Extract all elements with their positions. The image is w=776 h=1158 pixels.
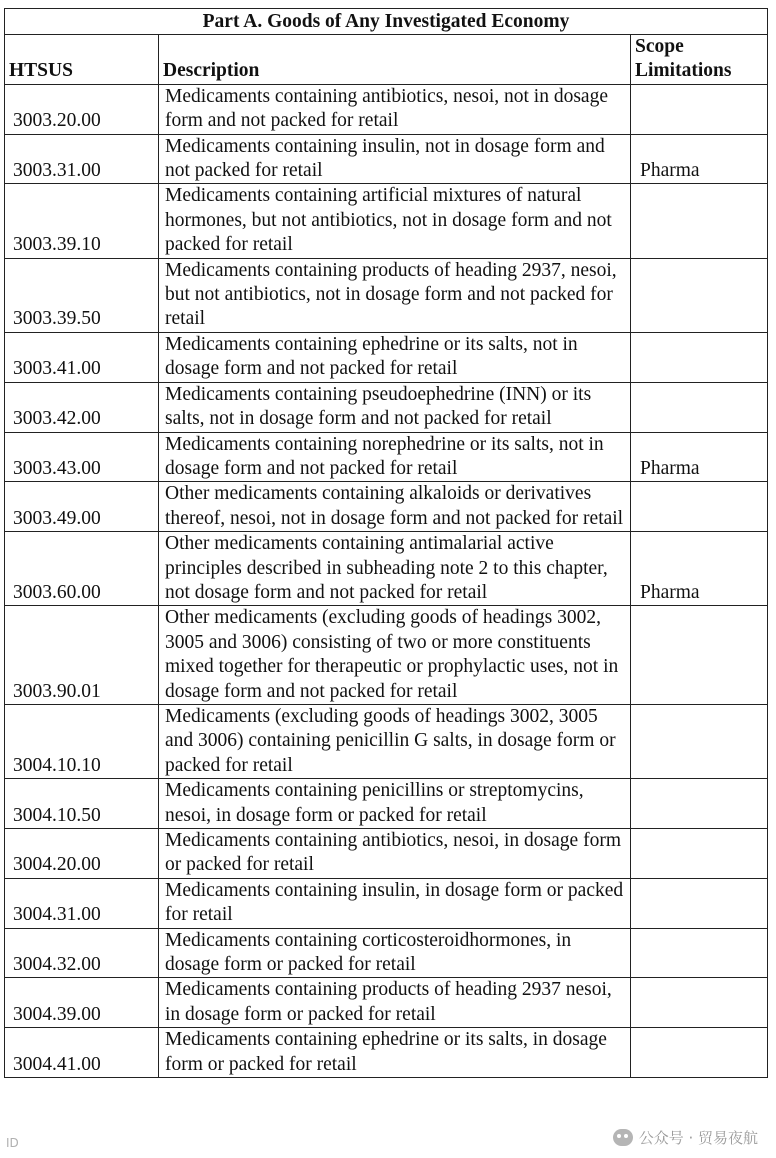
description-cell: Medicaments containing corticosteroidhormones, in dosage form or packed for retail [159,928,631,978]
scope-limitation-cell [631,704,768,778]
scope-limitation-cell [631,258,768,332]
htsus-code-cell: 3004.31.00 [5,878,159,928]
watermark-text: 公众号 · 贸易夜航 [638,1129,758,1147]
scope-limitation-cell: Pharma [631,134,768,184]
table-row [5,779,768,829]
table-row [5,84,768,134]
description-cell: Medicaments containing penicillins or streptomycins, nesoi, in dosage form or packed for retail [159,779,631,829]
scope-limitation-cell [631,978,768,1028]
table-row [5,606,768,705]
scope-limitation-cell [631,779,768,829]
htsus-code-cell: 3004.32.00 [5,928,159,978]
scope-limitation-cell [631,482,768,532]
htsus-code-cell: 3003.39.10 [5,184,159,258]
scope-limitation-cell: Pharma [631,432,768,482]
header-description: Description [159,35,631,85]
table-row [5,382,768,432]
table-row [5,704,768,778]
description-cell: Medicaments containing norephedrine or its salts, not in dosage form and not packed for retail [159,432,631,482]
table-title: Part A. Goods of Any Investigated Economy [5,9,768,35]
table-row [5,258,768,332]
htsus-code-cell: 3003.39.50 [5,258,159,332]
header-htsus: HTSUS [5,35,159,85]
table-row [5,482,768,532]
description-cell: Medicaments containing pseudoephedrine (INN) or its salts, not in dosage form and not packed for retail [159,382,631,432]
document-page [4,8,767,1078]
description-cell: Medicaments containing insulin, in dosage form or packed for retail [159,878,631,928]
table-row [5,878,768,928]
table-title-row [5,9,768,35]
table-row [5,829,768,879]
htsus-code-cell: 3004.10.10 [5,704,159,778]
scope-limitation-cell [631,878,768,928]
description-cell: Medicaments containing artificial mixtures of natural hormones, but not antibiotics, not in dosage form and not packed for retail [159,184,631,258]
htsus-code-cell: 3004.20.00 [5,829,159,879]
htsus-code-cell: 3003.90.01 [5,606,159,705]
table-header-row [5,35,768,85]
table-row [5,928,768,978]
description-cell: Medicaments containing products of heading 2937 nesoi, in dosage form or packed for retail [159,978,631,1028]
table-row [5,532,768,606]
description-cell: Medicaments containing ephedrine or its salts, not in dosage form and not packed for retail [159,332,631,382]
description-cell: Other medicaments containing alkaloids or derivatives thereof, nesoi, not in dosage form and not packed for retail [159,482,631,532]
description-cell: Medicaments containing insulin, not in dosage form and not packed for retail [159,134,631,184]
scope-limitation-cell: Pharma [631,532,768,606]
description-cell: Medicaments containing antibiotics, nesoi, not in dosage form and not packed for retail [159,84,631,134]
description-cell: Other medicaments (excluding goods of headings 3002, 3005 and 3006) consisting of two or more constituents mixed together for therapeutic or prophylactic uses, not in dosage form and not packed for retail [159,606,631,705]
table-row [5,332,768,382]
description-cell: Medicaments containing products of heading 2937, nesoi, but not antibiotics, not in dosage form and not packed for retail [159,258,631,332]
htsus-code-cell: 3004.41.00 [5,1028,159,1078]
htsus-code-cell: 3004.10.50 [5,779,159,829]
htsus-code-cell: 3003.20.00 [5,84,159,134]
scope-limitation-cell [631,84,768,134]
scope-limitation-cell [631,332,768,382]
htsus-code-cell: 3003.41.00 [5,332,159,382]
scope-limitation-cell [631,606,768,705]
description-cell: Medicaments containing antibiotics, nesoi, in dosage form or packed for retail [159,829,631,879]
htsus-code-cell: 3003.43.00 [5,432,159,482]
htsus-code-cell: 3003.42.00 [5,382,159,432]
scope-limitation-cell [631,382,768,432]
watermark [613,1127,758,1148]
description-cell: Other medicaments containing antimalarial active principles described in subheading note 2 to this chapter, not dosage form and not packed for retail [159,532,631,606]
htsus-code-cell: 3003.49.00 [5,482,159,532]
htsus-table [4,8,768,1078]
table-row [5,978,768,1028]
scope-limitation-cell [631,1028,768,1078]
scope-limitation-cell [631,829,768,879]
watermark-left: ID [6,1136,19,1150]
scope-limitation-cell [631,928,768,978]
header-scope-limitations: Scope Limitations [631,35,768,85]
scope-limitation-cell [631,184,768,258]
htsus-code-cell: 3004.39.00 [5,978,159,1028]
table-row [5,134,768,184]
table-row [5,1028,768,1078]
description-cell: Medicaments containing ephedrine or its salts, in dosage form or packed for retail [159,1028,631,1078]
table-row [5,432,768,482]
htsus-code-cell: 3003.60.00 [5,532,159,606]
htsus-code-cell: 3003.31.00 [5,134,159,184]
table-row [5,184,768,258]
description-cell: Medicaments (excluding goods of headings 3002, 3005 and 3006) containing penicillin G salts, in dosage form or packed for retail [159,704,631,778]
wechat-icon [613,1129,633,1146]
